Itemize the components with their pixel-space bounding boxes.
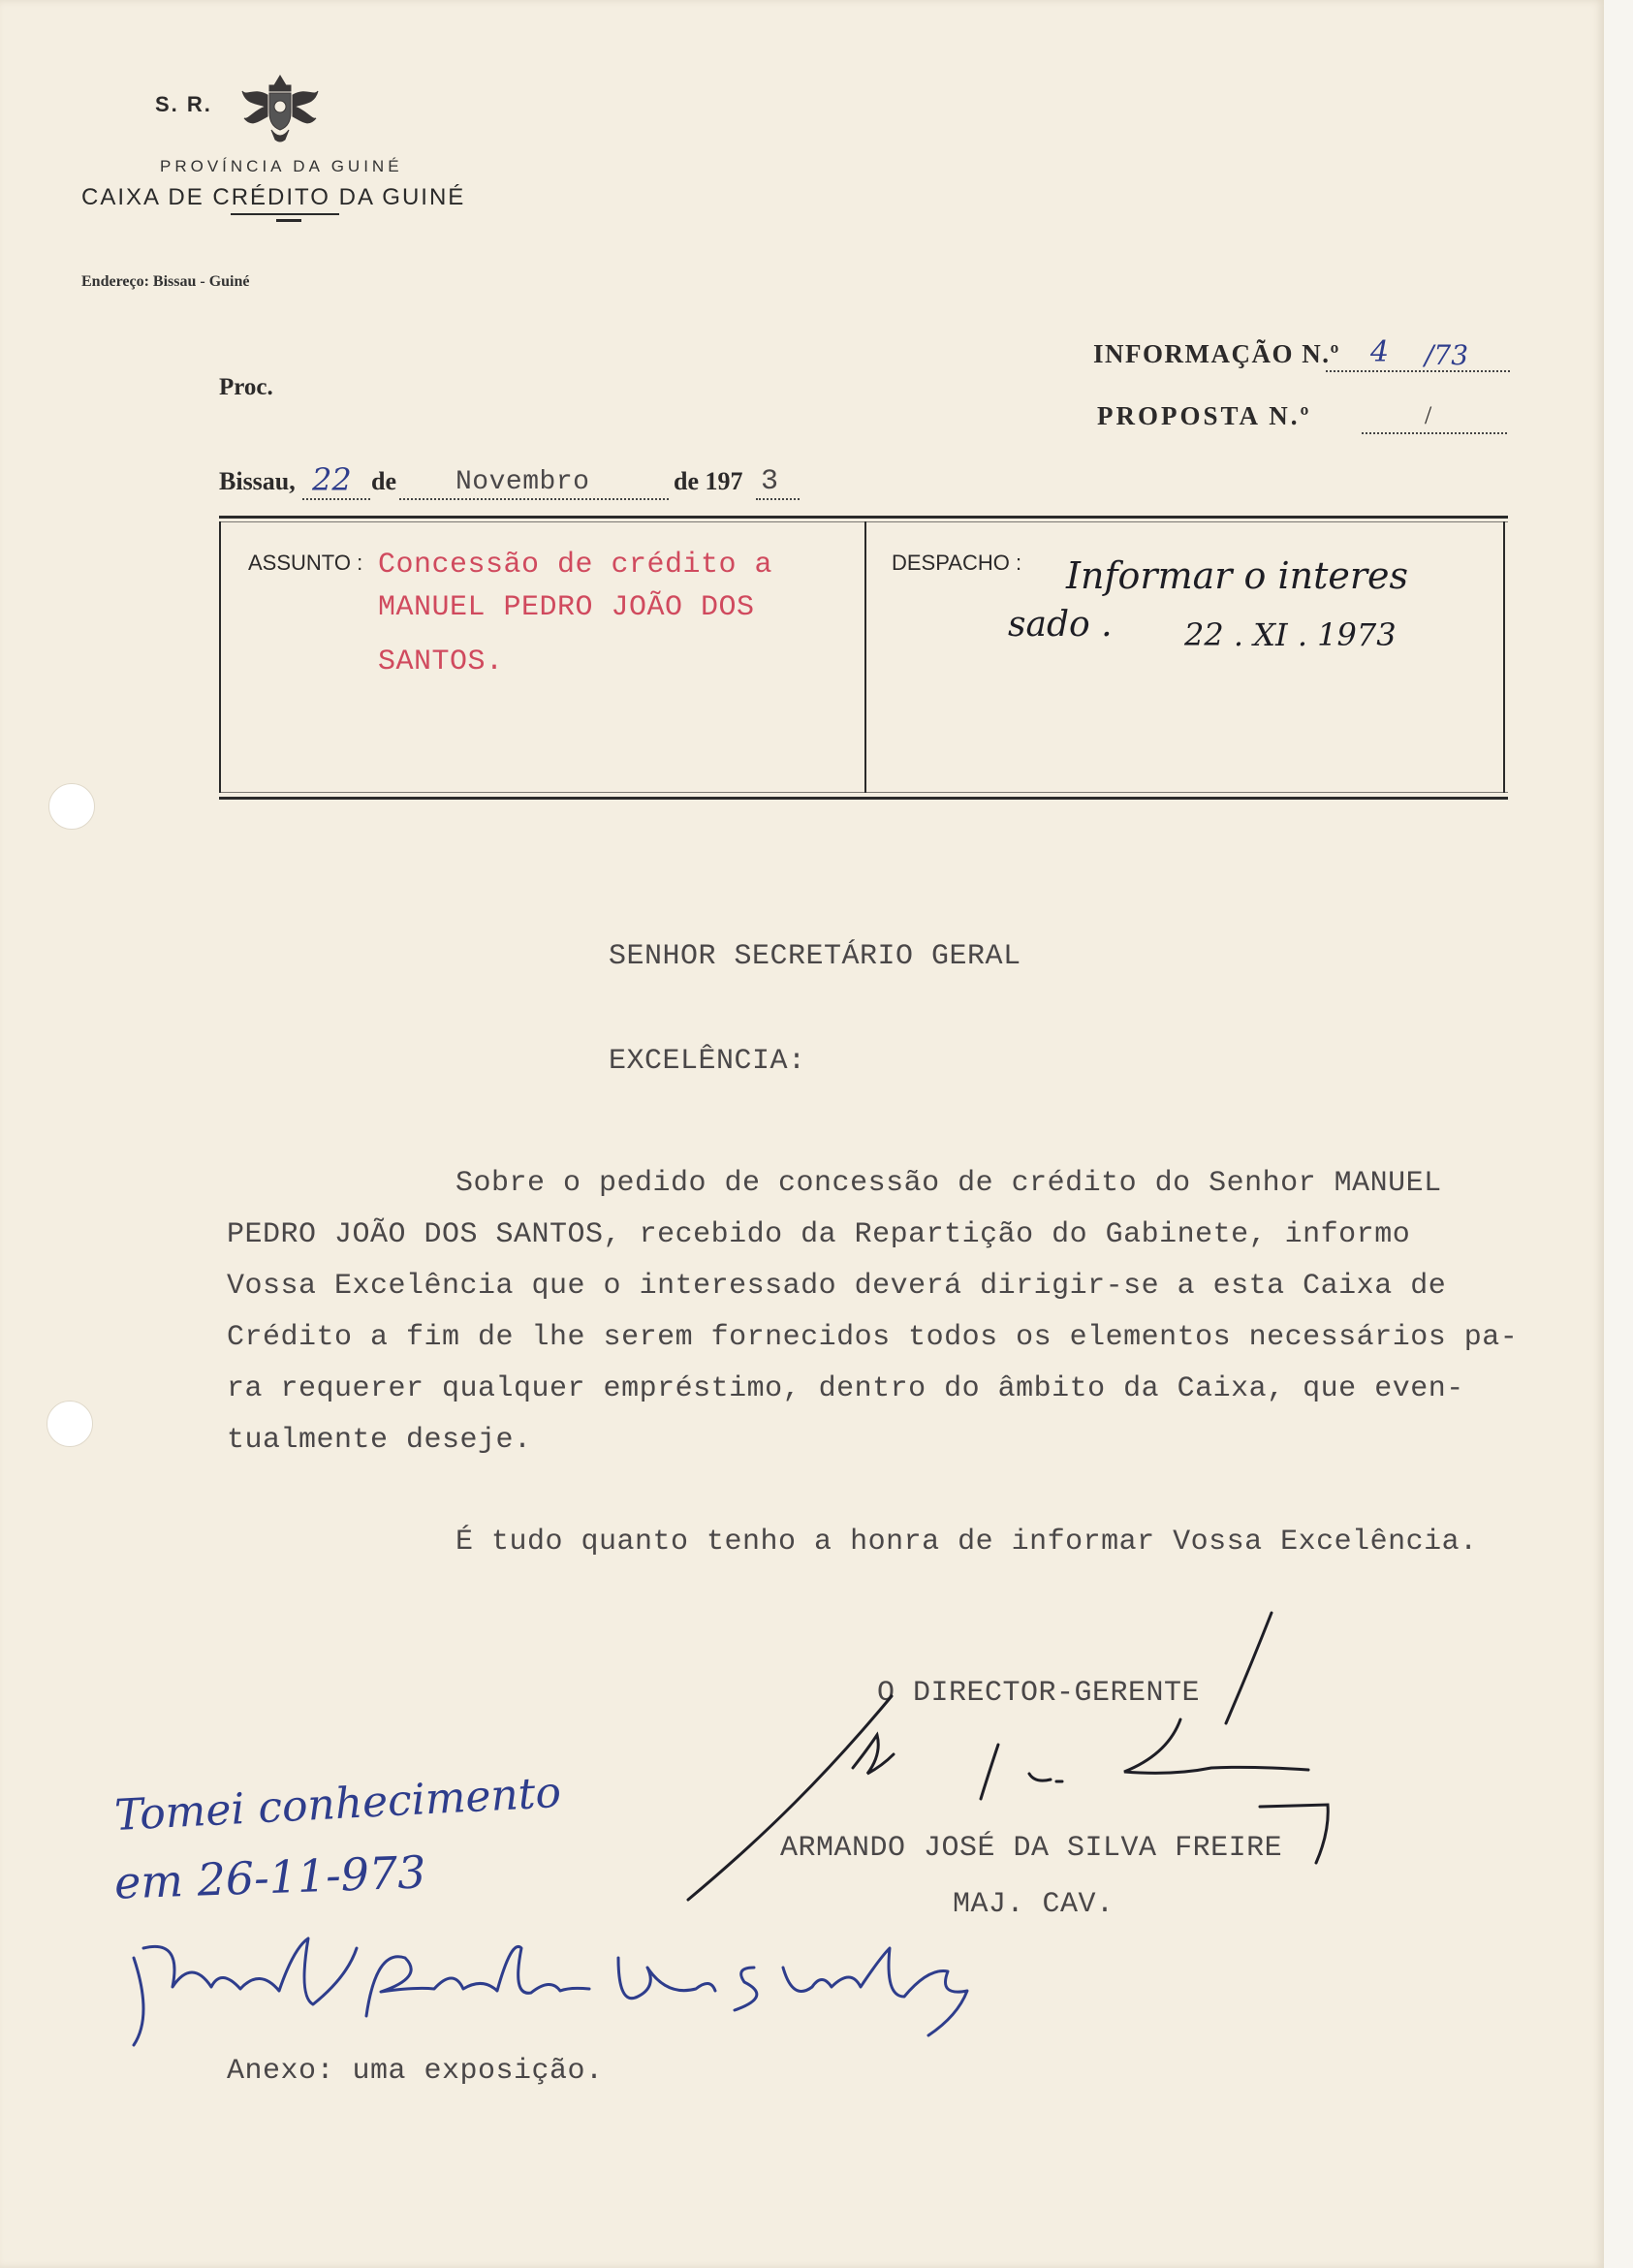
box-top-rule	[219, 516, 1508, 519]
letter-salutation: EXCELÊNCIA:	[609, 1045, 806, 1078]
body-line-2: PEDRO JOÃO DOS SANTOS, recebido da Repartição do Gabinete, informo	[227, 1218, 1411, 1251]
despacho-label: DESPACHO :	[892, 551, 1022, 575]
signature-name: ARMANDO JOSÉ DA SILVA FREIRE	[780, 1832, 1283, 1865]
signature-scribble	[669, 1609, 1347, 1929]
box-left-rule	[219, 521, 221, 793]
header-dash	[276, 219, 301, 222]
coat-of-arms-icon	[240, 70, 320, 145]
body-line-6: tualmente deseje.	[227, 1424, 532, 1457]
header-province: PROVÍNCIA DA GUINÉ	[160, 157, 403, 175]
box-inner-top	[219, 521, 1508, 522]
hw-note-line1: Tomei conhecimento	[112, 1767, 563, 1842]
date-day: 22	[312, 461, 352, 498]
despacho-hw-line1: Informar o interes	[1066, 554, 1409, 597]
informacao-number-line	[1326, 339, 1510, 372]
informacao-year: /73	[1425, 339, 1469, 371]
despacho-hw-line2: sado .	[1008, 605, 1113, 645]
assunto-line2: MANUEL PEDRO JOÃO DOS	[378, 591, 755, 624]
handwritten-signature	[114, 1929, 987, 2055]
box-inner-bottom	[219, 792, 1508, 793]
informacao-number: 4	[1370, 335, 1390, 369]
date-year-digit: 3	[761, 465, 779, 498]
header-address: Endereço: Bissau - Guiné	[81, 273, 250, 290]
despacho-hw-date: 22 . XI . 1973	[1184, 616, 1397, 653]
date-de1: de	[371, 467, 396, 495]
proposta-line	[1362, 401, 1507, 434]
proposta-value: /	[1425, 401, 1432, 429]
date-city: Bissau,	[219, 467, 296, 495]
page-edge	[1604, 0, 1633, 2268]
letter-addressee: SENHOR SECRETÁRIO GERAL	[609, 940, 1021, 973]
body-line-3: Vossa Excelência que o interessado deverá dirigir-se a esta Caixa de	[227, 1270, 1447, 1303]
box-middle-rule	[864, 521, 866, 793]
header-underline	[231, 213, 339, 215]
letter-closing: É tudo quanto tenho a honra de informar Vossa Excelência.	[455, 1526, 1478, 1559]
box-bottom-rule	[219, 797, 1508, 800]
proc-label: Proc.	[219, 374, 273, 400]
box-right-rule	[1503, 521, 1505, 793]
punch-hole-top	[48, 783, 95, 830]
informacao-label: INFORMAÇÃO N.º	[1093, 339, 1340, 368]
signature-title: O DIRECTOR-GERENTE	[877, 1677, 1201, 1710]
annex: Anexo: uma exposição.	[227, 2055, 604, 2088]
header-org: CAIXA DE CRÉDITO DA GUINÉ	[81, 184, 466, 210]
assunto-label: ASSUNTO :	[248, 551, 363, 575]
date-de2: de 197	[674, 467, 743, 495]
proposta-label: PROPOSTA N.º	[1097, 401, 1312, 430]
header-letters: S. R.	[155, 92, 212, 116]
assunto-line3: SANTOS.	[378, 646, 504, 678]
assunto-line1: Concessão de crédito a	[378, 549, 773, 582]
date-month: Novembro	[455, 467, 590, 497]
punch-hole-bottom	[47, 1401, 93, 1447]
body-line-5: ra requerer qualquer empréstimo, dentro do âmbito da Caixa, que even-	[227, 1372, 1464, 1405]
hw-note-line2: em 26-11-973	[113, 1845, 427, 1909]
body-line-4: Crédito a fim de lhe serem fornecidos todos os elementos necessários pa-	[227, 1321, 1519, 1354]
body-line-1: Sobre o pedido de concessão de crédito do Senhor MANUEL	[455, 1167, 1442, 1200]
signature-rank: MAJ. CAV.	[953, 1888, 1115, 1921]
